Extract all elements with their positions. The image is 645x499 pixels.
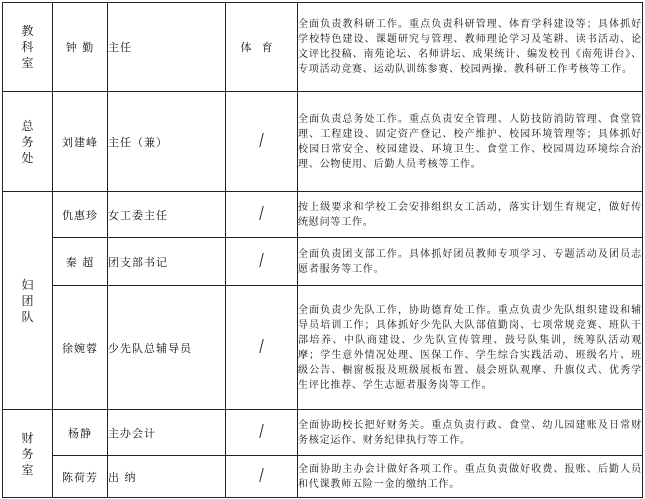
name-cell: 仇惠珍	[53, 192, 108, 238]
table-row	[3, 456, 643, 498]
post-cell: 团支部书记	[108, 238, 226, 286]
slash-mark	[259, 206, 263, 220]
duty-cell: 按上级要求和学校工会安排组织女工活动，落实计划生育规定，做好传统慰问等工作。	[298, 192, 643, 238]
dept-cell: 妇团队	[3, 192, 53, 410]
table-row	[3, 286, 643, 410]
post-cell: 女工委主任	[108, 192, 226, 238]
subject-cell	[226, 456, 298, 498]
duty-cell: 全面负责教科研工作。重点负责科研管理、体育学科建设等；具体抓好学校特色建设、课题研究与管理、教师理论学习及笔耕、读书活动、论文评比投稿、南苑论坛、名师讲坛、成果统计、编发校刊《南苑讲台》、专项活动竞赛、运动队训练参赛、校园两操、教科研工作考核等工作。	[298, 3, 643, 92]
duty-cell: 全面负责总务处工作。重点负责安全管理、人防技防消防管理、食堂管理、工程建设、固定资产登记、校产维护、校园环境管理等；具体抓好校园日常安全、校园建设、环境卫生、食堂工作、校园周边环境综合治理、公物使用、后勤人员考核等工作。	[298, 92, 643, 192]
duty-table	[2, 2, 643, 498]
post-cell: 主任（兼）	[108, 92, 226, 192]
name-cell: 陈荷芳	[53, 456, 108, 498]
table-row	[3, 92, 643, 192]
name-cell: 秦 超	[53, 238, 108, 286]
dept-cell: 财务室	[3, 410, 53, 498]
duty-cell: 全面协助主办会计做好各项工作。重点负责做好收费、报账、后勤人员和代课教师五险一金的缴纳工作。	[298, 456, 643, 498]
dept-cell: 总务处	[3, 92, 53, 192]
name-cell: 杨静	[53, 410, 108, 456]
post-cell: 主办会计	[108, 410, 226, 456]
subject-cell	[226, 238, 298, 286]
table-row	[3, 238, 643, 286]
subject-cell	[226, 410, 298, 456]
subject-cell	[226, 192, 298, 238]
slash-mark	[259, 468, 263, 482]
table-row	[3, 192, 643, 238]
subject-cell	[226, 92, 298, 192]
slash-mark	[259, 253, 263, 267]
name-cell: 徐婉蓉	[53, 286, 108, 410]
post-cell: 少先队总辅导员	[108, 286, 226, 410]
slash-mark	[259, 339, 263, 353]
duty-cell: 全面负责团支部工作。具体抓好团员教师专项学习、专题活动及团员志愿者服务等工作。	[298, 238, 643, 286]
duty-cell: 全面协助校长把好财务关。重点负责行政、食堂、幼儿园建账及日常财务核定运作、财务纪律执行等工作。	[298, 410, 643, 456]
subject-cell	[226, 286, 298, 410]
dept-cell: 教科室	[3, 3, 53, 92]
slash-mark	[259, 133, 263, 147]
duty-cell: 全面负责少先队工作，协助德育处工作。重点负责少先队组织建设和辅导员培训工作；具体抓好少先队大队部值勤岗、七项常规竞赛、班队干部培养、中队商建设、少先队宣传管理、鼓号队集训，统筹队活动观摩；学生意外情况处理、医保工作、学生综合实践活动、班级名片、班级公告、橱窗板报及班级展板布置、晨会班队观摩、升旗仪式、优秀学生评比推荐、学生志愿者服务岗等工作。	[298, 286, 643, 410]
slash-mark	[259, 424, 263, 438]
post-cell: 出 纳	[108, 456, 226, 498]
name-cell: 钟 勤	[53, 3, 108, 92]
table-row	[3, 3, 643, 92]
post-cell: 主任	[108, 3, 226, 92]
table-row	[3, 410, 643, 456]
name-cell: 刘建峰	[53, 92, 108, 192]
subject-cell: 体育	[226, 3, 298, 92]
